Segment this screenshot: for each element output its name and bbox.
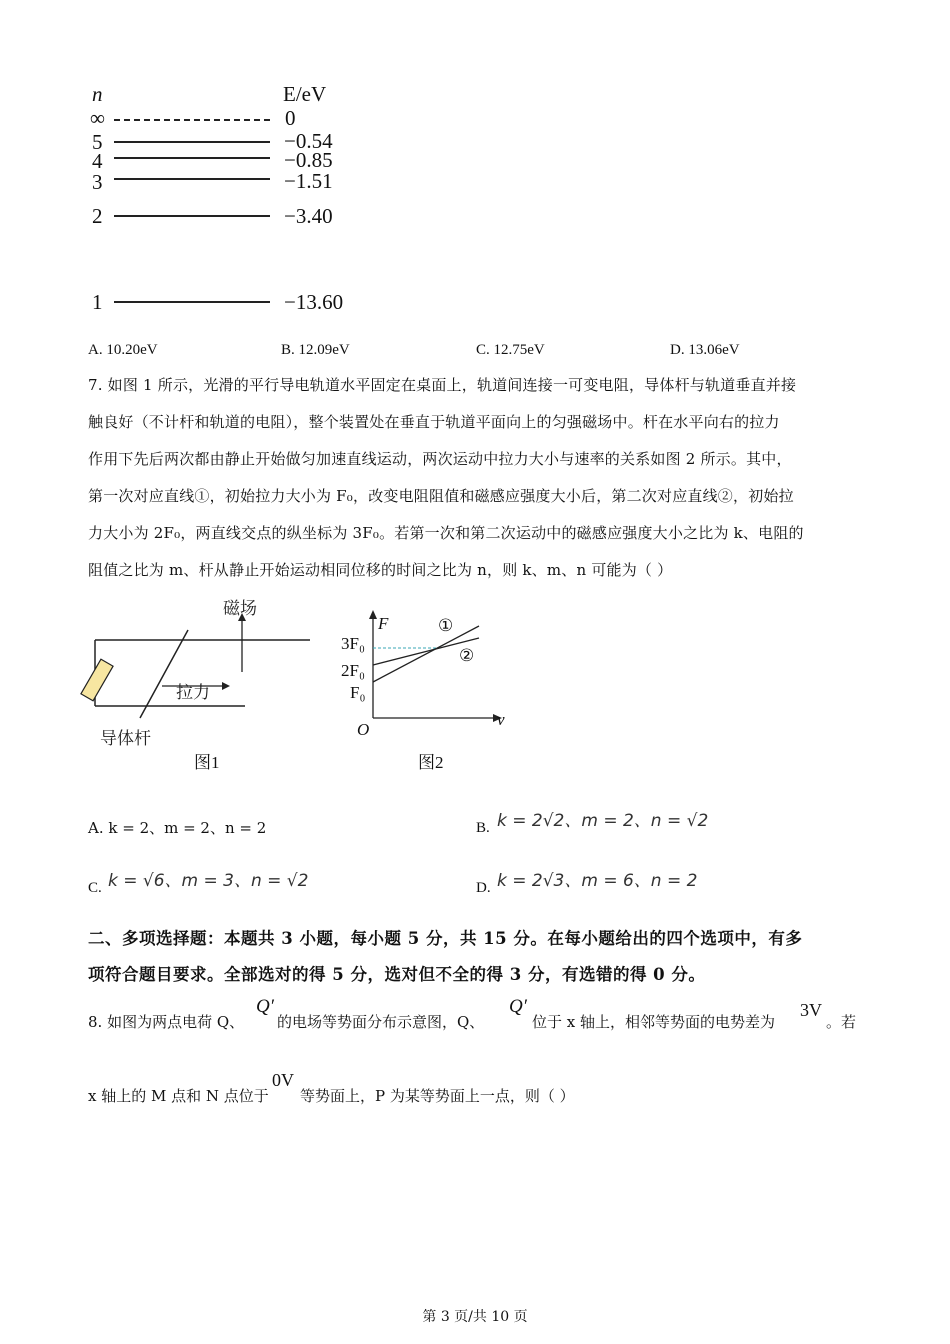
y-axis-label: F bbox=[378, 614, 389, 633]
x-axis-label: v bbox=[497, 710, 505, 729]
field-label: 磁场 bbox=[223, 599, 257, 619]
level-n-3: 3 bbox=[92, 170, 103, 194]
level-line-5 bbox=[114, 141, 270, 143]
level-n-1: 1 bbox=[92, 290, 103, 314]
y-tick-2f0: 2F₀ bbox=[341, 661, 365, 680]
origin-label: O bbox=[357, 720, 370, 739]
q8-part-6: 等势面上，P 为某等势面上一点，则（ ） bbox=[300, 1087, 575, 1105]
page-footer: 第 3 页/共 10 页 bbox=[422, 1309, 528, 1325]
level-n-inf: ∞ bbox=[90, 106, 105, 130]
rod-label: 导体杆 bbox=[100, 729, 151, 749]
q8-part-1: 8. 如图为两点电荷 Q、 bbox=[88, 1013, 245, 1031]
q7-line-1: 7. 如图 1 所示，光滑的平行导电轨道水平固定在桌面上，轨道间连接一可变电阻，导体杆与轨道垂直并接 bbox=[88, 376, 797, 394]
level-e-1: −13.60 bbox=[284, 290, 344, 314]
level-n-5: 5 bbox=[92, 130, 103, 154]
q7-option-b-prefix: B. bbox=[476, 820, 490, 836]
q8-qprime-1: Q′ bbox=[256, 996, 274, 1017]
y-tick-f0: F₀ bbox=[350, 683, 366, 702]
level-line-inf bbox=[114, 119, 270, 121]
q6-option-c: C. 12.75eV bbox=[476, 342, 545, 358]
q7-option-b-expr: k = 2√2、m = 2、n = √2 bbox=[497, 811, 709, 831]
q7-option-a: A. k = 2、m = 2、n = 2 bbox=[88, 819, 267, 837]
section-2-line-2: 项符合题目要求。全部选对的得 5 分，选对但不全的得 3 分，有选错的得 0 分。 bbox=[88, 965, 706, 984]
q8-qprime-2: Q′ bbox=[509, 996, 527, 1017]
level-line-3 bbox=[114, 178, 270, 180]
level-line-1 bbox=[114, 301, 270, 303]
q7-option-c-expr: k = √6、m = 3、n = √2 bbox=[108, 871, 309, 891]
level-e-5: −0.54 bbox=[284, 129, 333, 153]
q7-option-c-prefix: C. bbox=[88, 880, 102, 896]
q7-line-5: 力大小为 2F₀，两直线交点的纵坐标为 3F₀。若第一次和第二次运动中的磁感应强度大小之比为 k、电阻的 bbox=[88, 524, 804, 542]
level-e-inf: 0 bbox=[285, 106, 296, 130]
level-n-4: 4 bbox=[92, 149, 103, 173]
q8-zero-v: 0V bbox=[272, 1070, 294, 1090]
q8-part-3: 位于 x 轴上，相邻等势面的电势差为 bbox=[532, 1013, 775, 1031]
q6-option-d: D. 13.06eV bbox=[670, 342, 740, 358]
q8-three-v: 3V bbox=[800, 1000, 822, 1020]
q7-line-4: 第一次对应直线①，初始拉力大小为 F₀，改变电阻阻值和磁感应强度大小后，第二次对应直线②，初始拉 bbox=[88, 487, 794, 505]
fig1-caption: 图1 bbox=[194, 753, 220, 772]
q6-option-b: B. 12.09eV bbox=[281, 342, 350, 358]
q8-part-5: x 轴上的 M 点和 N 点位于 bbox=[88, 1087, 269, 1105]
q7-option-d-prefix: D. bbox=[476, 880, 491, 896]
force-label: 拉力 bbox=[176, 683, 210, 703]
e-header: E/eV bbox=[283, 82, 327, 106]
level-line-4 bbox=[114, 157, 270, 159]
q7-option-d-expr: k = 2√3、m = 6、n = 2 bbox=[497, 871, 698, 891]
level-e-3: −1.51 bbox=[284, 169, 333, 193]
y-tick-3f0: 3F₀ bbox=[341, 634, 365, 653]
level-e-4: −0.85 bbox=[284, 148, 333, 172]
q6-option-a: A. 10.20eV bbox=[88, 342, 158, 358]
q8-part-4: 。若 bbox=[826, 1013, 857, 1031]
q7-line-6: 阻值之比为 m、杆从静止开始运动相同位移的时间之比为 n，则 k、m、n 可能为（ ） bbox=[88, 561, 673, 579]
q7-line-2: 触良好（不计杆和轨道的电阻），整个装置处在垂直于轨道平面向上的匀强磁场中。杆在水平向右的拉力 bbox=[88, 413, 780, 431]
level-line-2 bbox=[114, 215, 270, 217]
q8-part-2: 的电场等势面分布示意图，Q、 bbox=[277, 1013, 485, 1031]
section-2-line-1: 二、多项选择题：本题共 3 小题，每小题 5 分，共 15 分。在每小题给出的四个选项中，有多 bbox=[88, 929, 803, 948]
line-1-label: ① bbox=[438, 616, 454, 635]
line-2-label: ② bbox=[459, 646, 475, 665]
n-header: n bbox=[92, 82, 103, 106]
fig2-caption: 图2 bbox=[418, 753, 444, 772]
level-n-2: 2 bbox=[92, 204, 103, 228]
level-e-2: −3.40 bbox=[284, 204, 333, 228]
q7-line-3: 作用下先后两次都由静止开始做匀加速直线运动，两次运动中拉力大小与速率的关系如图 2 所示。其中， bbox=[88, 450, 792, 468]
